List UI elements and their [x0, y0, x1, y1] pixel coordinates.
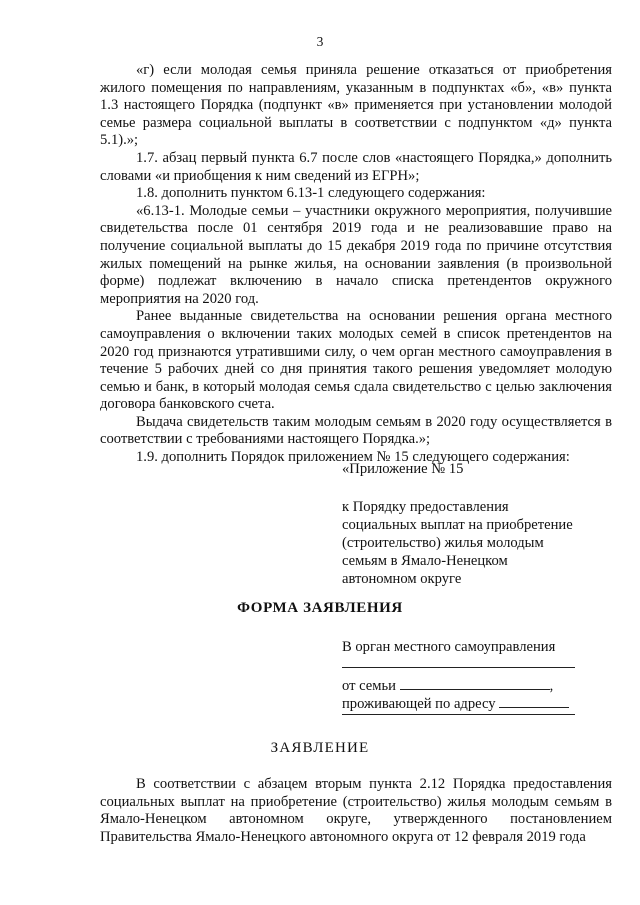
paragraph-issuance-2020: Выдача свидетельств таким молодым семьям в 2020 году осуществляется в соответствии с требованиями настоящего Порядка.»;: [100, 413, 612, 448]
statement-paragraph: В соответствии с абзацем вторым пункта 2.12 Порядка предоставления социальных выплат на приобретение (строительство) жилья молодым семьям в Ямало-Ненецком автономном округе, утвержденного постановлением Правительства Ямало-Ненецкого автономного округа от 12 февраля 2019 года: [100, 776, 612, 845]
form-heading: ФОРМА ЗАЯВЛЕНИЯ: [237, 600, 403, 616]
appendix-subtitle-line: социальных выплат на приобретение: [342, 517, 573, 533]
appendix-title: «Приложение № 15: [342, 461, 464, 477]
paragraph-6-13-1: «6.13-1. Молодые семьи – участники окружного мероприятия, получившие свидетельства после 01 сентября 2019 года и не реализовавшие право на получение социальной выплаты до 15 декабря 2019 года по причине отсутствия жилых помещений на рынке жилья, на основании заявления (в произвольной форме) подлежат включению в начало списка претендентов окружного мероприятия на 2020 год.: [100, 202, 612, 307]
amendment-text: [100, 62, 612, 467]
address-blank-line-2: [342, 713, 575, 715]
residing-label: проживающей по адресу: [342, 696, 496, 712]
page-number: 3: [316, 34, 324, 49]
appendix-subtitle-line: (строительство) жилья молодым: [342, 535, 544, 551]
address-to: В орган местного самоуправления: [342, 639, 556, 655]
paragraph-1-8: 1.8. дополнить пунктом 6.13-1 следующего содержания:: [136, 185, 486, 202]
statement-body: [100, 776, 612, 846]
from-family-suffix: ,: [549, 678, 554, 694]
from-family-blank: [400, 675, 550, 690]
appendix-subtitle-line: семьям в Ямало-Ненецком: [342, 553, 508, 569]
paragraph-item-g: «г) если молодая семья приняла решение отказаться от приобретения жилого помещения по направлениям, указанным в подпунктах «б», «в» пункта 1.3 настоящего Порядка (подпункт «в» применяется при установлении молодой семье размера социальной выплаты в соответствии с подпунктом «д» пункта 5.1).»;: [100, 62, 612, 149]
paragraph-earlier-certificates: Ранее выданные свидетельства на основании решения органа местного самоуправления о включении таких молодых семей в список претендентов на 2020 год признаются утратившими силу, о чем орган местного самоуправления в течение 5 рабочих дней со дня принятия такого решения уведомляет молодую семью и банк, в который молодая семья сдала свидетельство с целью заключения договора банковского счета.: [100, 308, 612, 413]
address-residing-row: [342, 693, 569, 713]
residing-blank: [499, 693, 569, 708]
paragraph-1-9: 1.9. дополнить Порядок приложением № 15 следующего содержания:: [136, 449, 570, 466]
from-family-label: от семьи: [342, 678, 396, 694]
statement-heading: ЗАЯВЛЕНИЕ: [270, 740, 370, 756]
appendix-subtitle-line: к Порядку предоставления: [342, 499, 509, 515]
appendix-subtitle: [342, 498, 602, 588]
address-blank-line: [342, 666, 575, 668]
appendix-subtitle-line: автономном округе: [342, 571, 462, 587]
paragraph-1-7: 1.7. абзац первый пункта 6.7 после слов «настоящего Порядка,» дополнить словами «и приобщения к ним сведений из ЕГРН»;: [100, 149, 612, 184]
address-from-row: [342, 675, 553, 695]
